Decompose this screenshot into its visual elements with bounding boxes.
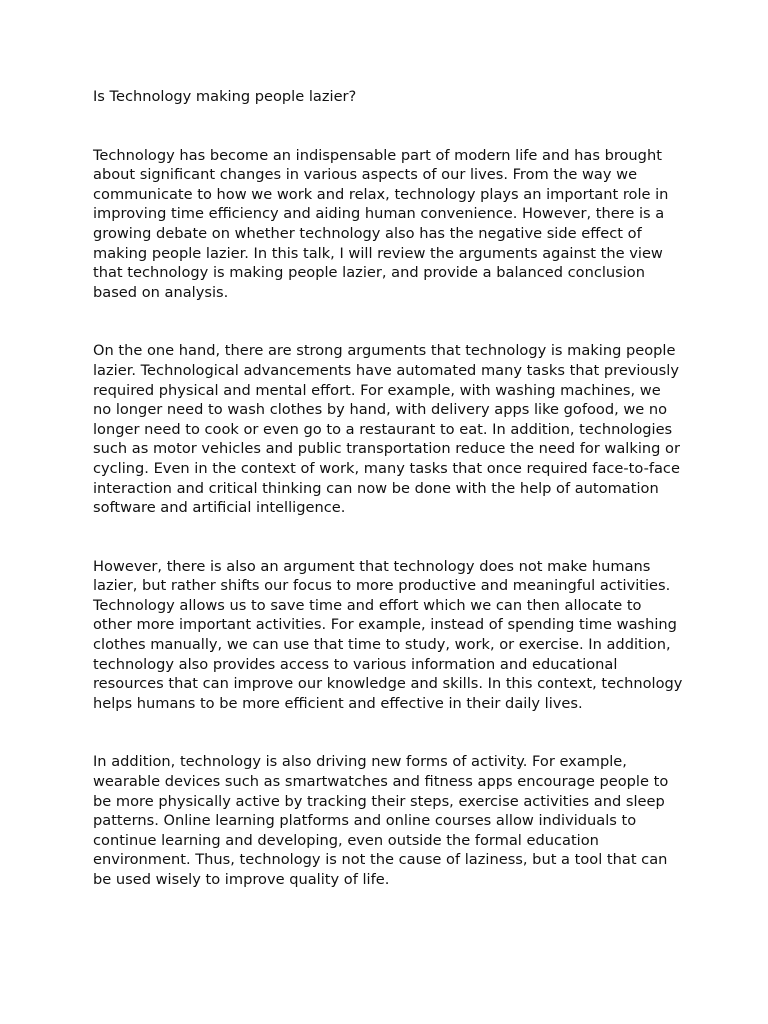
paragraph-arguments-against: However, there is also an argument that technology does not make humans lazier, but rather shifts our focus to more productive and meaningful activities. Technology allows us to save time and effort which we can then allocate to other more important activities. For example, instead of spending time washing clothes manually, we can use that time to study, work, or exercise. In addition, technology also provides access to various information and educational resources that can improve our knowledge and skills. In this context, technology helps humans to be more efficient and effective in their daily lives. (93, 557, 683, 712)
document-title: Is Technology making people lazier? (93, 88, 357, 105)
paragraph-arguments-for: On the one hand, there are strong arguments that technology is making people lazier. Technological advancements have automated many tasks that previously required physical and mental effort. For example, with washing machines, we no longer need to wash clothes by hand, with delivery apps like gofood, we no longer need to cook or even go to a restaurant to eat. In addition, technologies such as motor vehicles and public transportation reduce the need for walking or cycling. Even in the context of work, many tasks that once required face-to-face interaction and critical thinking can now be done with the help of automation software and artificial intelligence. (93, 342, 680, 517)
document-page (93, 87, 683, 890)
paragraph-introduction: Technology has become an indispensable part of modern life and has brought about significant changes in various aspects of our lives. From the way we communicate to how we work and relax, technology plays an important role in improving time efficiency and aiding human convenience. However, there is a growing debate on whether technology also has the negative side effect of making people lazier. In this talk, I will review the arguments against the view that technology is making people lazier, and provide a balanced conclusion based on analysis. (93, 146, 669, 301)
paragraph-conclusion: In addition, technology is also driving new forms of activity. For example, wearable devices such as smartwatches and fitness apps encourage people to be more physically active by tracking their steps, exercise activities and sleep patterns. Online learning platforms and online courses allow individuals to continue learning and developing, even outside the formal education environment. Thus, technology is not the cause of laziness, but a tool that can be used wisely to improve quality of life. (93, 753, 669, 888)
